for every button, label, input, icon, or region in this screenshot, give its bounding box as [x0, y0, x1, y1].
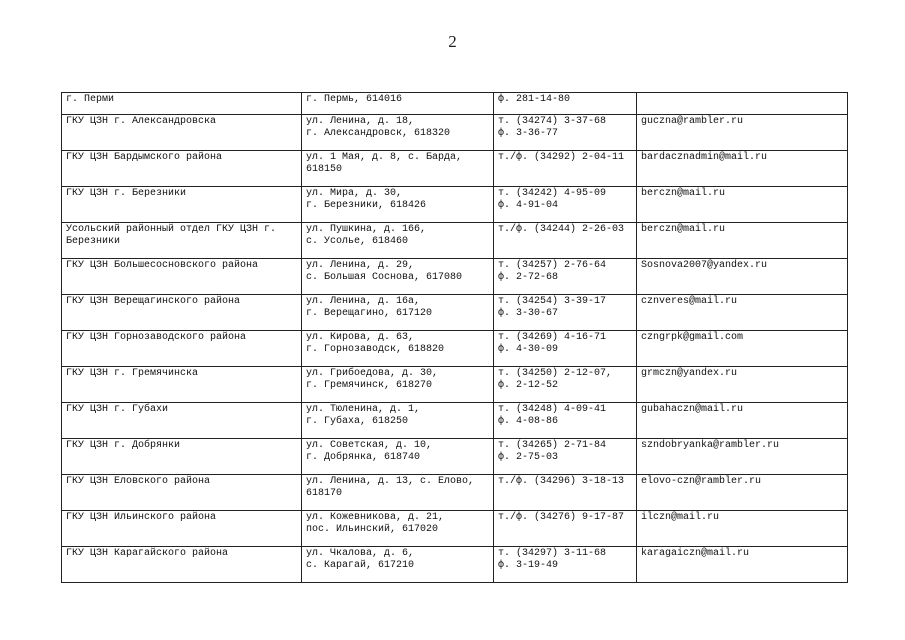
table-row [62, 223, 848, 259]
address-cell: ул. Кожевникова, д. 21, пос. Ильинский, 617020 [302, 511, 494, 547]
org-cell: ГКУ ЦЗН Ильинского района [62, 511, 302, 547]
table-row [62, 331, 848, 367]
org-cell: г. Перми [62, 93, 302, 115]
table-row [62, 115, 848, 151]
org-cell: ГКУ ЦЗН Верещагинского района [62, 295, 302, 331]
phone-cell: т. (34274) 3-37-68 ф. 3-36-77 [494, 115, 637, 151]
email-cell [637, 93, 848, 115]
org-cell: ГКУ ЦЗН г. Березники [62, 187, 302, 223]
email-cell: gubahaczn@mail.ru [637, 403, 848, 439]
phone-cell: т. (34242) 4-95-09 ф. 4-91-04 [494, 187, 637, 223]
address-cell: ул. Мира, д. 30, г. Березники, 618426 [302, 187, 494, 223]
table-row [62, 93, 848, 115]
table-row [62, 187, 848, 223]
table-row [62, 151, 848, 187]
address-cell: ул. Советская, д. 10, г. Добрянка, 618740 [302, 439, 494, 475]
address-cell: ул. Чкалова, д. 6, с. Карагай, 617210 [302, 547, 494, 583]
org-cell: ГКУ ЦЗН Горнозаводского района [62, 331, 302, 367]
phone-cell: т./ф. (34292) 2-04-11 [494, 151, 637, 187]
phone-cell: т. (34250) 2-12-07, ф. 2-12-52 [494, 367, 637, 403]
org-cell: Усольский районный отдел ГКУ ЦЗН г. Березники [62, 223, 302, 259]
email-cell: elovo-czn@rambler.ru [637, 475, 848, 511]
page-number: 2 [448, 32, 457, 51]
phone-cell: т. (34248) 4-09-41 ф. 4-08-86 [494, 403, 637, 439]
email-cell: ilczn@mail.ru [637, 511, 848, 547]
email-cell: czngrpk@gmail.com [637, 331, 848, 367]
email-cell: grmczn@yandex.ru [637, 367, 848, 403]
email-cell: berczn@mail.ru [637, 223, 848, 259]
org-cell: ГКУ ЦЗН Бардымского района [62, 151, 302, 187]
address-cell: ул. Кирова, д. 63, г. Горнозаводск, 618820 [302, 331, 494, 367]
address-cell: ул. 1 Мая, д. 8, с. Барда, 618150 [302, 151, 494, 187]
email-cell: cznveres@mail.ru [637, 295, 848, 331]
address-cell: ул. Грибоедова, д. 30, г. Гремячинск, 618270 [302, 367, 494, 403]
phone-cell: ф. 281-14-80 [494, 93, 637, 115]
table-row [62, 295, 848, 331]
email-cell: berczn@mail.ru [637, 187, 848, 223]
table-row [62, 511, 848, 547]
phone-cell: т./ф. (34244) 2-26-03 [494, 223, 637, 259]
phone-cell: т. (34265) 2-71-84 ф. 2-75-03 [494, 439, 637, 475]
phone-cell: т. (34269) 4-16-71 ф. 4-30-09 [494, 331, 637, 367]
address-cell: ул. Ленина, д. 29, с. Большая Соснова, 617080 [302, 259, 494, 295]
org-cell: ГКУ ЦЗН г. Добрянки [62, 439, 302, 475]
email-cell: guczna@rambler.ru [637, 115, 848, 151]
contacts-table [61, 92, 848, 583]
phone-cell: т./ф. (34296) 3-18-13 [494, 475, 637, 511]
email-cell: bardacznadmin@mail.ru [637, 151, 848, 187]
table-row [62, 547, 848, 583]
address-cell: ул. Ленина, д. 13, с. Елово, 618170 [302, 475, 494, 511]
address-cell: ул. Ленина, д. 18, г. Александровск, 618320 [302, 115, 494, 151]
table-row [62, 439, 848, 475]
table-row [62, 259, 848, 295]
org-cell: ГКУ ЦЗН г. Александровска [62, 115, 302, 151]
phone-cell: т. (34297) 3-11-68 ф. 3-19-49 [494, 547, 637, 583]
address-cell: ул. Ленина, д. 16а, г. Верещагино, 617120 [302, 295, 494, 331]
table-row [62, 475, 848, 511]
address-cell: ул. Пушкина, д. 166, с. Усолье, 618460 [302, 223, 494, 259]
table-row [62, 403, 848, 439]
phone-cell: т. (34257) 2-76-64 ф. 2-72-68 [494, 259, 637, 295]
phone-cell: т./ф. (34276) 9-17-87 [494, 511, 637, 547]
phone-cell: т. (34254) 3-39-17 ф. 3-30-67 [494, 295, 637, 331]
org-cell: ГКУ ЦЗН г. Гремячинска [62, 367, 302, 403]
org-cell: ГКУ ЦЗН г. Губахи [62, 403, 302, 439]
org-cell: ГКУ ЦЗН Большесосновского района [62, 259, 302, 295]
email-cell: Sosnova2007@yandex.ru [637, 259, 848, 295]
org-cell: ГКУ ЦЗН Еловского района [62, 475, 302, 511]
org-cell: ГКУ ЦЗН Карагайского района [62, 547, 302, 583]
address-cell: г. Пермь, 614016 [302, 93, 494, 115]
table-row [62, 367, 848, 403]
address-cell: ул. Тюленина, д. 1, г. Губаха, 618250 [302, 403, 494, 439]
email-cell: karagaiczn@mail.ru [637, 547, 848, 583]
email-cell: szndobryanka@rambler.ru [637, 439, 848, 475]
